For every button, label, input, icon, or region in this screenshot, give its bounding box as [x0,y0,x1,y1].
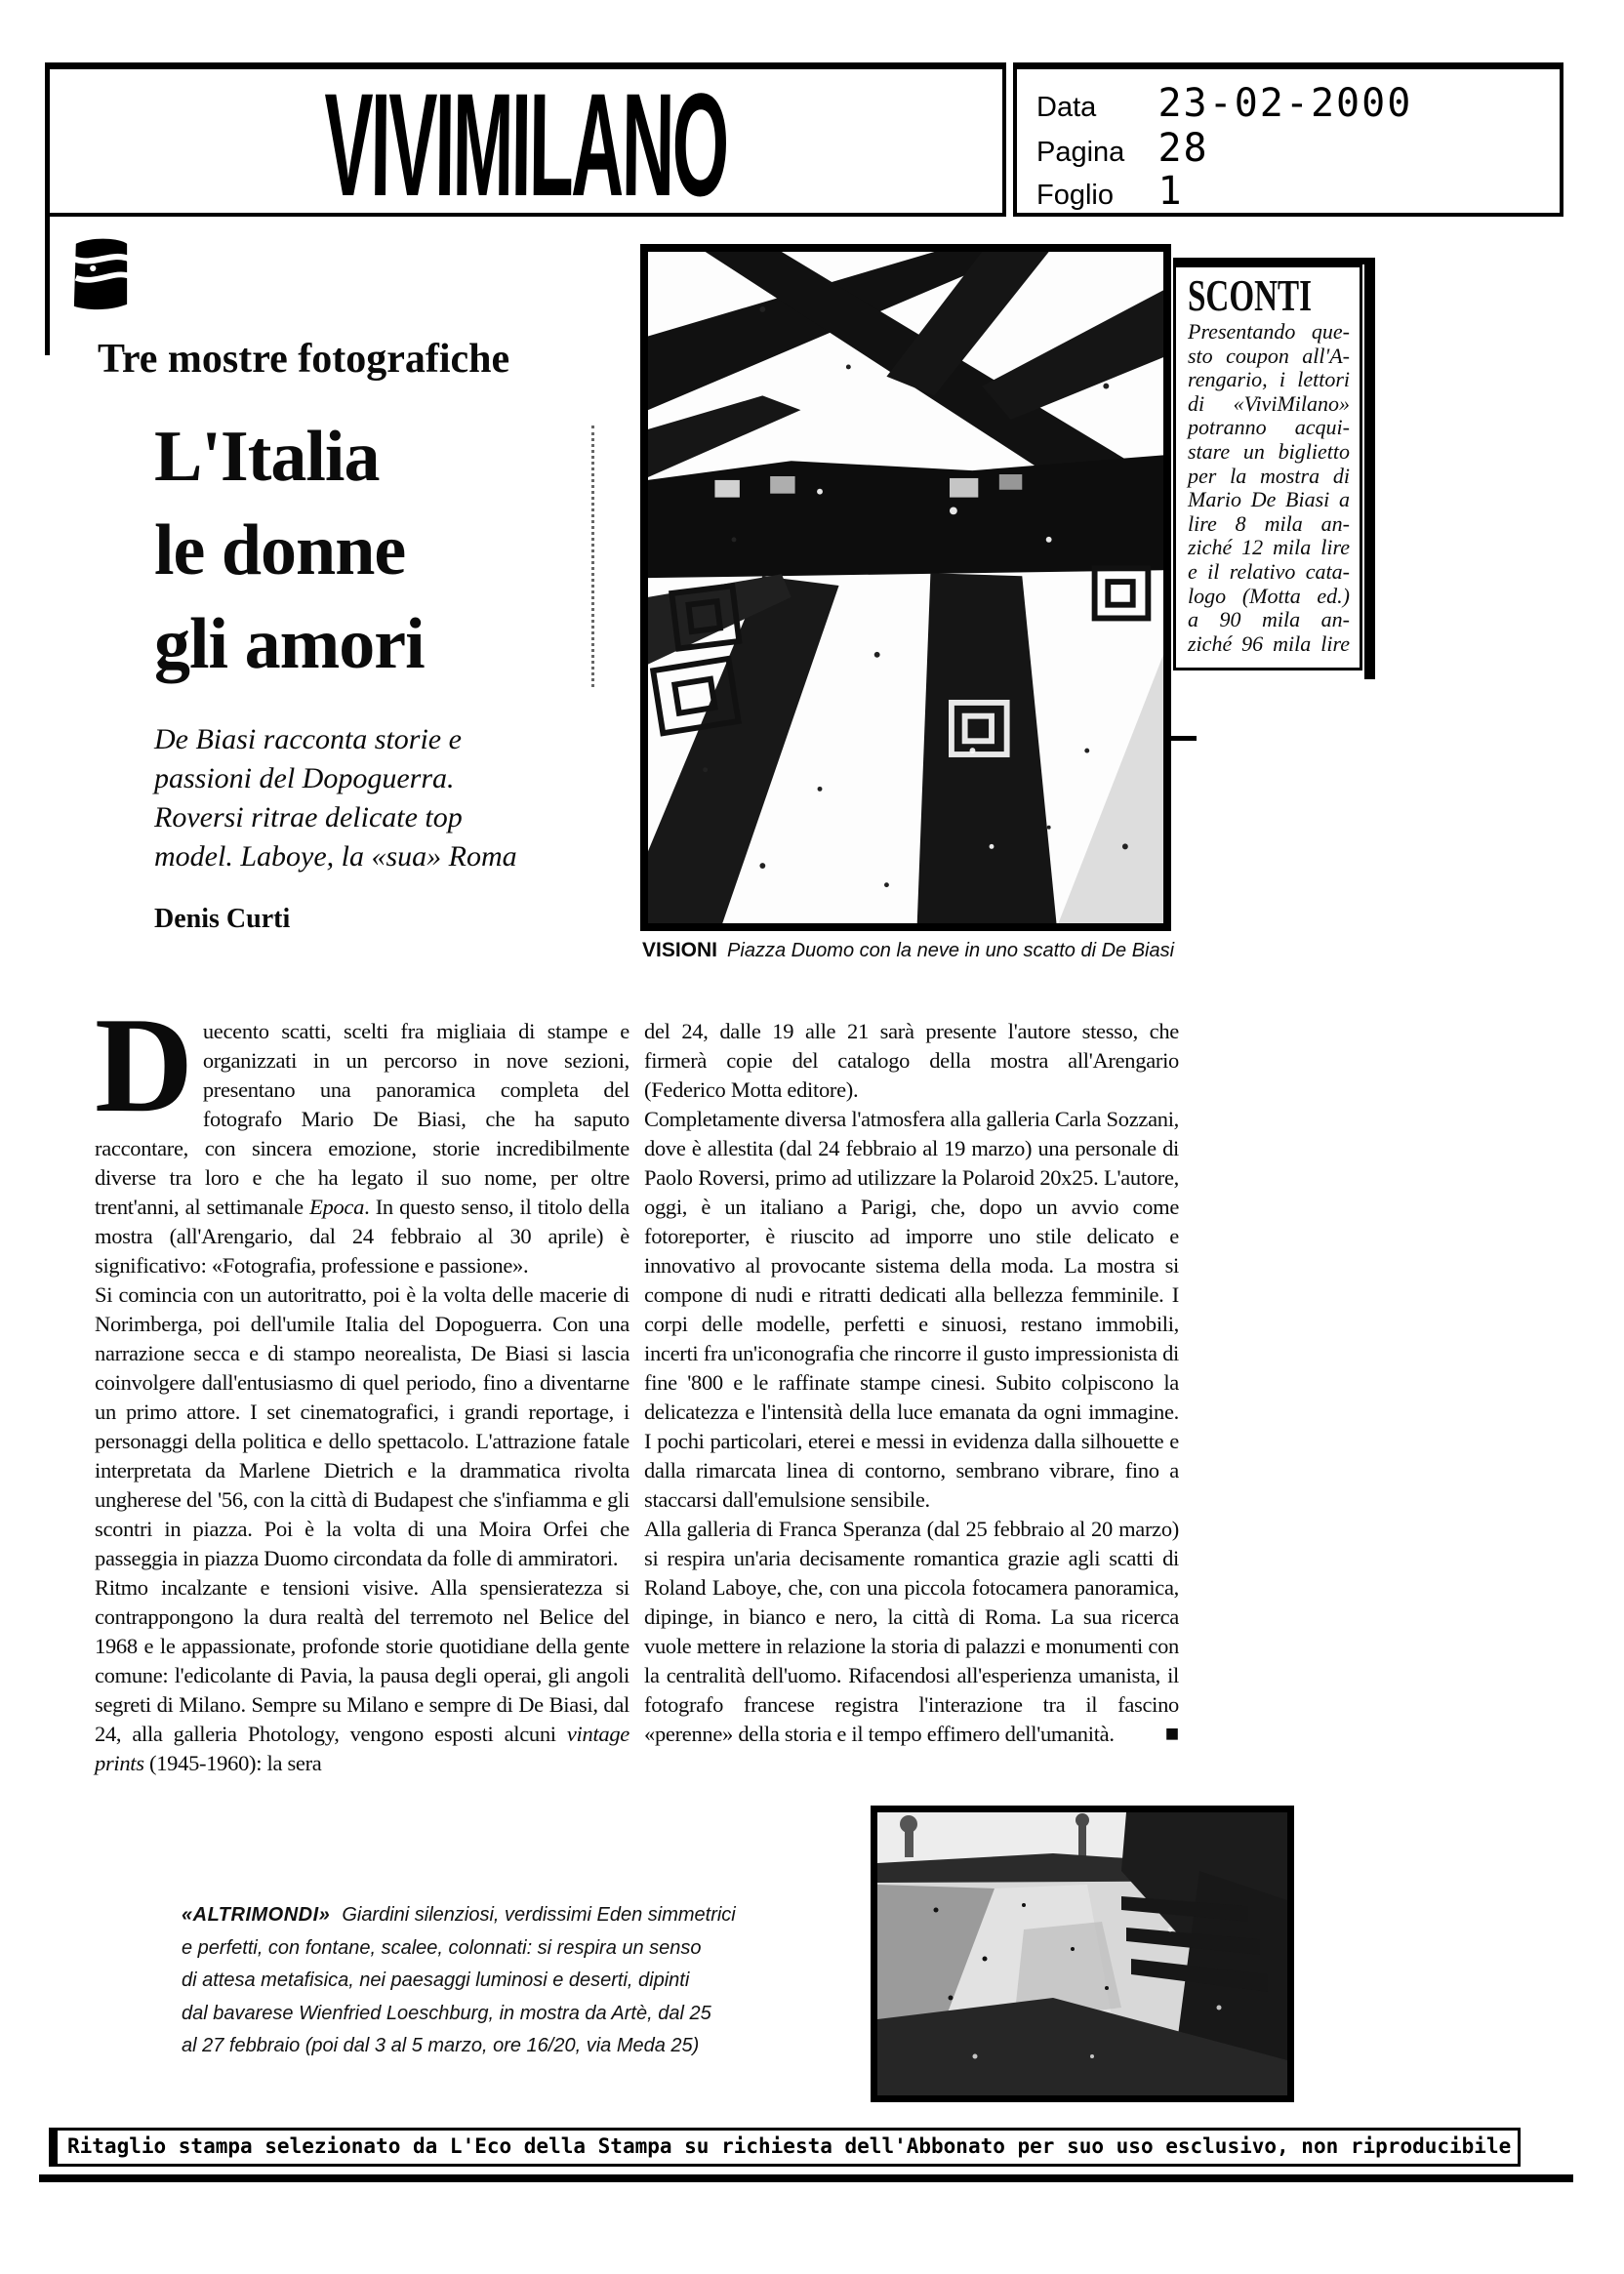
date-value: 23-02-2000 [1157,81,1413,126]
main-photo-illustration [648,252,1163,923]
paragraph-text: Alla galleria di Franca Speranza (dal 25 febbraio al 20 marzo) si respira un'aria decisamente romantica grazie agli scatti di Roland Laboye, che, con una piccola fotocamera panoramica, dipinge, in bianco e nero, la città di Roma. La sua ricerca vuole mettere in relazione la storia di palazzi e monumenti con la centralità dell'uomo. Rifacendosi all'esperienza umanista, il fotografo francese registra l'interazione tra il fascino «perenne» della storia e il tempo effimero dell'umanità. [644,1517,1179,1746]
deck-line: De Biasi racconta storie e [154,723,462,755]
sconti-title: SCONTI [1188,270,1313,320]
sheet-label: Foglio [1036,180,1114,211]
footer-copyright-strip: Ritaglio stampa selezionato da L'Eco della Stampa su richiesta dell'Abbonato per suo uso esclusivo, non riproducibile [49,2128,1521,2167]
ink-smudge-icon [70,236,131,312]
sconti-side-rule [1364,258,1375,679]
paragraph-text: uecento scatti, scelti fra migliaia di stampe e organizzati in un percorso in nove sezioni, presentano una panoramica completa del fotografo Mario De Biasi, che ha saputo raccontare, con sincera emozione, storie incredibilmente diverse tra loro e che ha legato il suo nome, per oltre trent'anni, al settimanale Epoca. In questo senso, il titolo della mostra (all'Arengario, dal 24 febbraio al 30 aprile) è significativo: «Fotografia, professione e passione». [95,1019,629,1278]
caption-text: Piazza Duomo con la neve in uno scatto di De Biasi [727,940,1175,961]
sconti-line: di «ViviMilano» [1188,390,1350,416]
caption-line: di attesa metafisica, nei paesaggi luminosi e deserti, dipinti [182,1969,690,1991]
bottom-photo-illustration [877,1812,1287,2095]
article-end-mark: ■ [1164,1722,1179,1747]
caption-line: al 27 febbraio (poi dal 3 al 5 marzo, ore 16/20, via Meda 25) [182,2035,700,2056]
sconti-line: rengario, i lettori [1188,367,1350,392]
headline-line: le donne [154,510,406,590]
altrimondi-caption [182,1899,736,2063]
meta-row-date [1036,81,1412,126]
page-label: Pagina [1036,137,1125,168]
sconti-top-rule [1173,258,1370,264]
paragraph: Si comincia con un autoritratto, poi è la volta delle macerie di Norimberga, poi dell'umile Italia del Dopoguerra. Con una narrazione secca e di stampo neorealista, De Biasi si lascia coinvolgere dall'entusiasmo di quel periodo, fino a diventarne un primo attore. I set cinematografici, i grandi reportage, i personaggi della politica e dello spettacolo. L'attrazione fatale interpretata da Marlene Dietrich e la drammatica rivolta ungherese del '56, con la città di Budapest che s'infiamma e gli scontri in piazza. Poi è la volta di una Moira Orfei che passeggia in piazza Duomo circondata da folle di ammiratori. [95,1282,629,1570]
caption-line: e perfetti, con fontane, scalee, colonnati: si respira un senso [182,1936,702,1959]
article-byline: Denis Curti [154,904,291,934]
main-photo-piazza-duomo [640,244,1171,931]
sconti-line: e il relativo cata- [1188,558,1350,584]
clipping-meta-box [1013,62,1563,217]
page-value: 28 [1157,126,1209,171]
paragraph [644,1515,1179,1749]
column-rule-dashed [591,426,594,687]
paragraph: Completamente diversa l'atmosfera alla galleria Carla Sozzani, dove è allestita (dal 24 febbraio al 19 marzo) una personale di Paolo Roversi, primo ad utilizzare la Polaroid 20x25. L'autore, oggi, è un italiano a Parigi, che, dopo un avvio come fotoreporter, è riuscito ad imporre uno stile delicato e innovativo al provocante sistema della moda. La mostra si compone di nudi e ritratti dedicati alla bellezza femminile. I corpi delle modelle, perfetti e sinuosi, restano immobili, incerti fra un'iconografia che rincorre il gusto impressionista di fine '800 e le raffinate stampe cinesi. Subito colpiscono la delicatezza e l'intensità della luce emanata da ogni immagine. I pochi particolari, eterei e messi in evidenza dalla silhouette e dalla rimarcata linea di contorno, sembrano vibrare, fino a staccarsi dall'emulsione sensibile. [644,1107,1179,1512]
meta-row-sheet [1036,169,1184,214]
sconti-line: lire 8 mila an- [1188,510,1350,536]
article-headline [154,410,425,691]
paragraph: del 24, dalle 19 alle 21 sarà presente l'autore stesso, che firmerà copie del catalogo della mostra all'Arengario (Federico Motta editore). [644,1019,1179,1102]
footer-bottom-rule [39,2174,1573,2182]
caption-text: Giardini silenziosi, verdissimi Eden simmetrici [342,1904,736,1926]
bottom-photo-garden [871,1806,1294,2102]
dropcap: D [95,990,193,1141]
paragraph: Ritmo incalzante e tensioni visive. Alla spensieratezza si contrappongono la dura realtà del terremoto nel Belice del 1968 e le appassionate, profonde storie quotidiane della gente comune: l'edicolante di Pavia, la pausa degli operai, gli angoli segreti di Milano. Sempre su Milano e sempre di De Biasi, dal 24, alla galleria Photology, vengono esposti alcuni vintage prints (1945-1960): la sera [95,1575,629,1775]
deck-line: model. Laboye, la «sua» Roma [154,840,517,873]
sconti-line: per la mostra di [1188,463,1350,488]
main-photo-caption [642,939,1189,962]
sconti-line: Presentando que- [1188,319,1350,344]
sconti-line: sto coupon all'A- [1188,343,1350,368]
meta-row-page [1036,126,1209,171]
body-column-left [95,990,629,1778]
sheet-value: 1 [1157,169,1184,214]
deck-line: Roversi ritrae delicate top [154,801,463,833]
sconti-line: stare un biglietto [1188,438,1350,464]
caption-line [182,1899,736,1932]
sconti-line: Mario De Biasi a [1188,487,1350,512]
headline-line: L'Italia [154,417,380,497]
caption-line: dal bavarese Wienfried Loeschburg, in mostra da Artè, dal 25 [182,2002,711,2024]
masthead-logo: VIVIMILANO [323,62,728,226]
deck-line: passioni del Dopoguerra. [154,762,455,794]
article-kicker: Tre mostre fotografiche [98,337,510,382]
sconti-line: potranno acqui- [1188,415,1350,440]
date-label: Data [1036,92,1097,123]
sconti-line: a 90 mila an- [1188,607,1350,632]
masthead-box [50,62,1006,226]
sconti-coupon-box [1173,264,1362,670]
sconti-line: ziché 12 mila lire [1188,535,1350,560]
article-deck [154,720,517,876]
headline-line: gli amori [154,604,425,684]
sconti-line: logo (Motta ed.) [1188,583,1350,608]
body-column-right [644,1017,1179,1749]
caption-label: VISIONI [642,939,718,961]
paragraph [95,990,629,1280]
caption-label: «ALTRIMONDI» [182,1904,331,1926]
sconti-line: ziché 96 mila lire [1188,630,1350,656]
